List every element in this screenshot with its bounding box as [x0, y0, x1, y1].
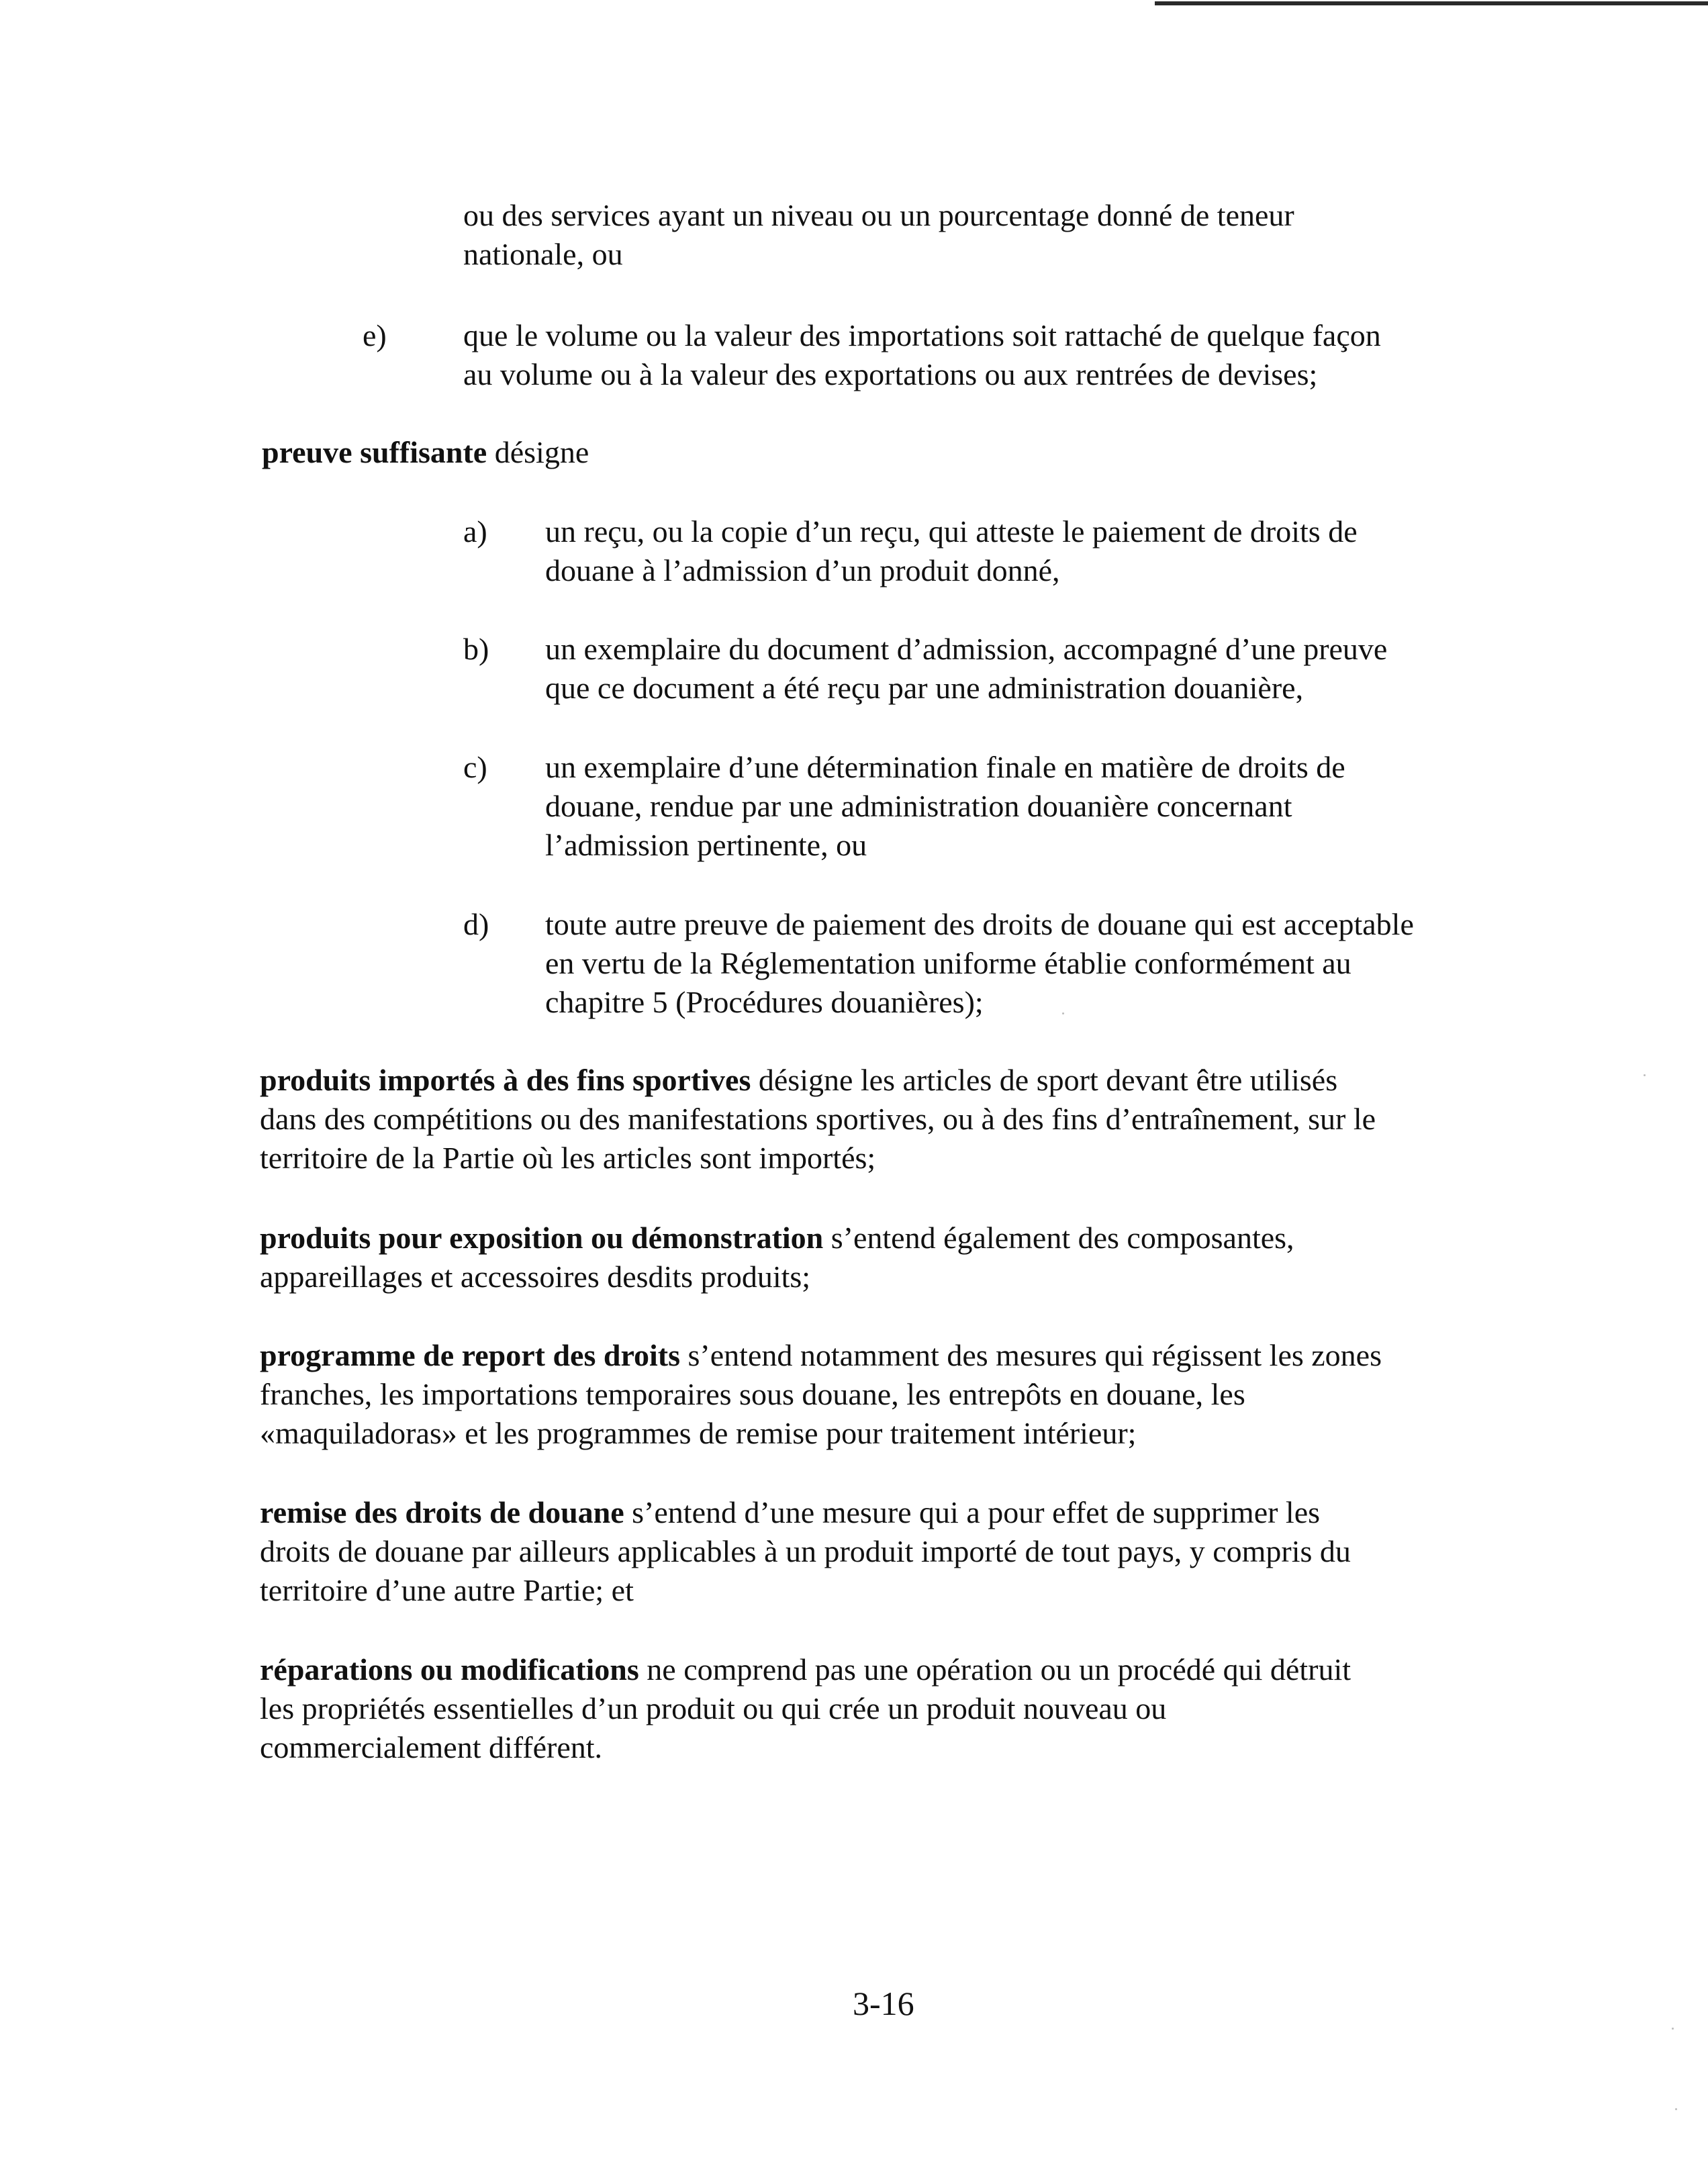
term-remise-des-droits: remise des droits de douane: [260, 1495, 624, 1529]
preuve-item-d-label: d): [463, 907, 489, 941]
scan-speck: [1672, 2028, 1674, 2030]
item-e-text: que le volume ou la valeur des importations soit rattaché de quelque façon au volume ou à la valeur des exportations ou aux rentrées de devises;: [463, 318, 1381, 391]
definition-report-des-droits: [260, 1336, 1382, 1453]
top-scan-rule: [1155, 0, 1708, 7]
definition-reparations-text: ne comprend pas une opération ou un procédé qui détruit les propriétés essentielles d’un produit ou qui crée un produit nouveau ou commercialement différent.: [260, 1652, 1351, 1764]
preuve-item-c-text: un exemplaire d’une détermination finale en matière de droits de douane, rendue par une administration douanière concernant l’admission pertinente, ou: [545, 750, 1345, 862]
preuve-item-a-text: un reçu, ou la copie d’un reçu, qui atteste le paiement de droits de douane à l’admission d’un produit donné,: [545, 514, 1358, 587]
definition-intro: désigne: [487, 435, 589, 469]
item-d-continuation: ou des services ayant un niveau ou un pourcentage donné de teneur nationale, ou: [463, 198, 1294, 271]
term-reparations: réparations ou modifications: [260, 1652, 639, 1687]
term-exposition: produits pour exposition ou démonstration: [260, 1221, 824, 1255]
preuve-item-b-text: un exemplaire du document d’admission, accompagné d’une preuve que ce document a été reçu par une administration douanière,: [545, 632, 1388, 705]
definition-remise-des-droits: [260, 1493, 1351, 1610]
scan-speck: [1675, 2108, 1677, 2110]
scan-speck: [1062, 1012, 1064, 1014]
definition-preuve-suffisante: [262, 433, 589, 472]
term-fins-sportives: produits importés à des fins sportives: [260, 1063, 751, 1097]
item-e-label: e): [363, 318, 387, 352]
definition-fins-sportives-text: désigne les articles de sport devant être utilisés dans des compétitions ou des manifestations sportives, ou à des fins d’entraînement, sur le territoire de la Partie où les articles sont importés;: [260, 1063, 1376, 1175]
definition-exposition-text: s’entend également des composantes, appareillages et accessoires desdits produits;: [260, 1221, 1294, 1294]
definition-reparations: [260, 1650, 1351, 1767]
scan-speck: [1644, 1074, 1646, 1076]
preuve-item-d-text: toute autre preuve de paiement des droits de douane qui est acceptable en vertu de la Réglementation uniforme établie conformément au chapitre 5 (Procédures douanières);: [545, 907, 1414, 1019]
preuve-item-c-label: c): [463, 750, 487, 784]
definition-report-text: s’entend notamment des mesures qui régissent les zones franches, les importations temporaires sous douane, les entrepôts en douane, les «maquiladoras» et les programmes de remise pour traitement intérieur;: [260, 1338, 1382, 1450]
preuve-item-b-label: b): [463, 632, 489, 666]
page-number: 3-16: [853, 1985, 914, 2022]
definition-exposition: [260, 1219, 1294, 1296]
definition-fins-sportives: [260, 1061, 1376, 1178]
term-report-des-droits: programme de report des droits: [260, 1338, 681, 1372]
definition-remise-text: s’entend d’une mesure qui a pour effet de supprimer les droits de douane par ailleurs applicables à un produit importé de tout pays, y compris du territoire d’une autre Partie; et: [260, 1495, 1351, 1607]
preuve-item-a-label: a): [463, 514, 487, 549]
term-preuve-suffisante: preuve suffisante: [262, 435, 487, 469]
